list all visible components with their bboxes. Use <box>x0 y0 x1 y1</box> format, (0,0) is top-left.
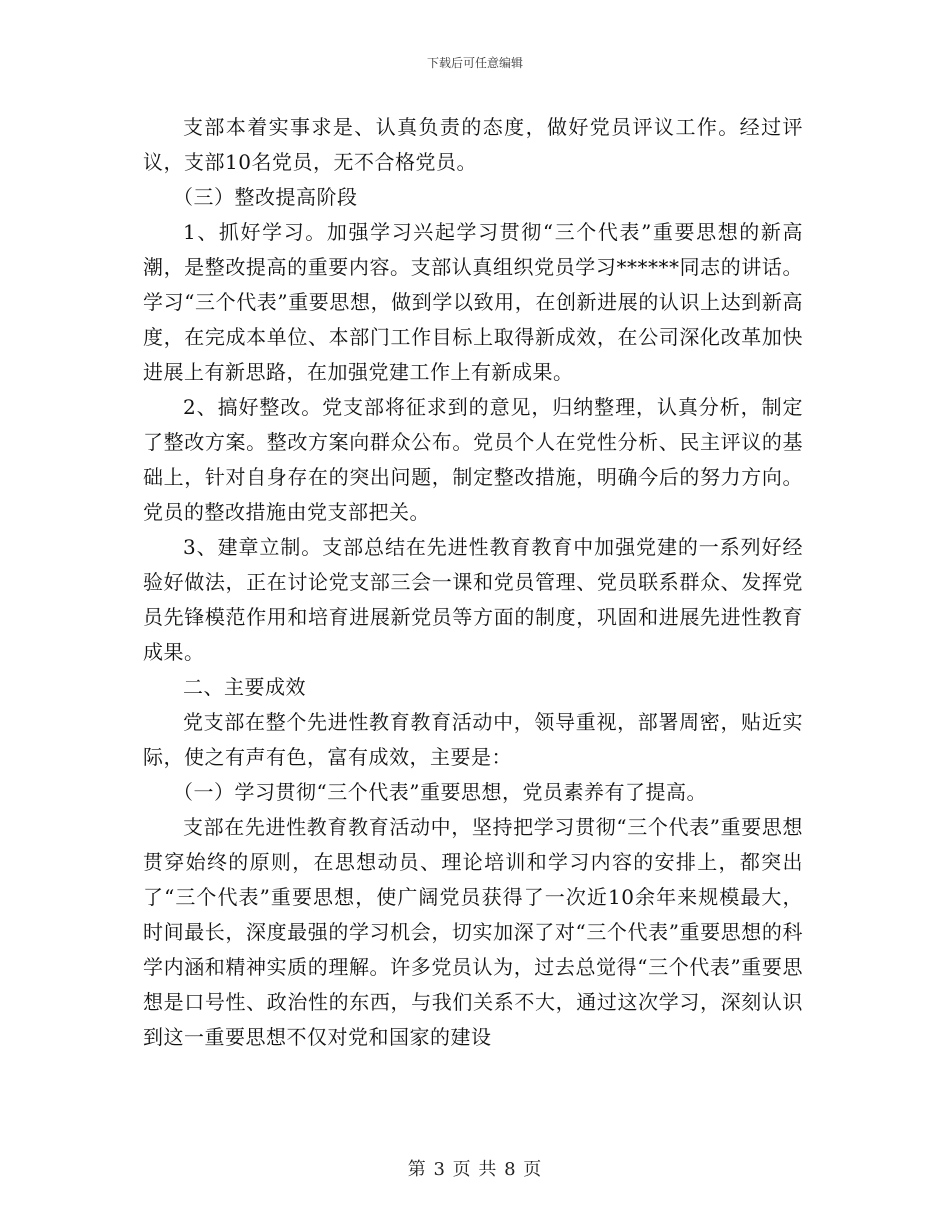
page-body <box>143 110 803 1055</box>
paragraph-rectify: 2、搞好整改。党支部将征求到的意见，归纳整理，认真分析，制定了整改方案。整改方案向群众公布。党员个人在党性分析、民主评议的基础上，针对自身存在的突出问题，制定整改措施，明确今后的努力方向。党员的整改措施由党支部把关。 <box>143 395 803 524</box>
paragraph-study: 1、抓好学习。加强学习兴起学习贯彻“三个代表”重要思想的新高潮，是整改提高的重要内容。支部认真组织党员学习******同志的讲话。学习“三个代表”重要思想，做到学以致用，在创新进展的认识上达到新高度，在完成本单位、本部门工作目标上取得新成效，在公司深化改革加快进展上有新思路，在加强党建工作上有新成果。 <box>143 220 803 384</box>
paragraph-study-results: 支部在先进性教育教育活动中，坚持把学习贯彻“三个代表”重要思想贯穿始终的原则，在思想动员、理论培训和学习内容的安排上，都突出了“三个代表”重要思想，使广阔党员获得了一次近10余年来规模最大，时间最长，深度最强的学习机会，切实加深了对“三个代表”重要思想的科学内涵和精神实质的理解。许多党员认为，过去总觉得“三个代表”重要思想是口号性、政治性的东西，与我们关系不大，通过这次学习，深刻认识到这一重要思想不仅对党和国家的建设 <box>143 815 803 1049</box>
paragraph-results-intro: 党支部在整个先进性教育教育活动中，领导重视，部署周密，贴近实际，使之有声有色，富有成效，主要是： <box>143 710 803 769</box>
section-heading-rectification: （三）整改提高阶段 <box>173 185 358 209</box>
paragraph-evaluation: 支部本着实事求是、认真负责的态度，做好党员评议工作。经过评议，支部10名党员，无不合格党员。 <box>143 115 803 174</box>
section-heading-results: 二、主要成效 <box>183 675 306 699</box>
paragraph-rules: 3、建章立制。支部总结在先进性教育教育中加强党建的一系列好经验好做法，正在讨论党支部三会一课和党员管理、党员联系群众、发挥党员先锋模范作用和培育进展新党员等方面的制度，巩固和进展先进性教育成果。 <box>143 535 803 664</box>
page-number-footer: 第 3 页 共 8 页 <box>407 1159 543 1180</box>
page-header: 下载后可任意编辑 <box>426 56 523 70</box>
subsection-heading-study-results: （一）学习贯彻“三个代表”重要思想，党员素养有了提高。 <box>173 780 707 804</box>
